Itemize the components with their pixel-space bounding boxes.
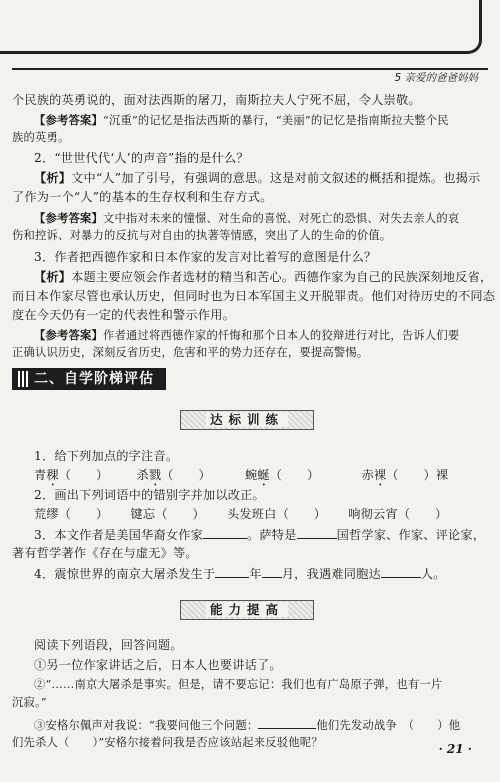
analysis-2-cont: 了作为一个“人”的基本的生存权利和生存方式。: [12, 190, 273, 204]
word-item: 蜿蜒（ ）: [245, 468, 320, 482]
subsection-box: [180, 410, 314, 430]
analysis-3-cont: 而日本作家尽管也承认历史，但同时也为日本军国主义开脱罪责。他们对待历史的不同态: [12, 289, 496, 303]
answer-blank[interactable]: [381, 565, 421, 578]
question-3: 3．作者把西德作家和日本作家的发言对比着写的意图是什么？: [34, 250, 377, 264]
answer-tag: 【参考答案】: [34, 113, 103, 127]
chapter-running-head: 5 亲爱的爸爸妈妈: [394, 72, 478, 84]
analysis-2: 【析】文中“人”加了引号，有强调的意思。这是对前文叙述的概括和提炼。也揭示: [34, 171, 481, 185]
subsection-title: 能力提高: [206, 602, 288, 617]
answer-3-cont: 正确认识历史，深刻反省历史，危害和平的势力还存在，要提高警惕。: [12, 346, 369, 359]
answer-paren[interactable]: （ ）: [58, 507, 109, 521]
answer-tag: 【参考答案】: [34, 328, 103, 342]
answer-blank[interactable]: [262, 565, 282, 578]
typo-row: 荒缪（ ） 键忘（ ） 头发班白（ ） 响彻云宵（ ）: [34, 507, 448, 521]
answer-paren[interactable]: （ ）: [58, 468, 109, 482]
paragraph-line: 个民族的英勇说的，面对法西斯的屠刀，南斯拉夫人宁死不屈，令人崇敬。: [12, 93, 421, 107]
answer-paren[interactable]: （ ）: [161, 468, 211, 482]
answer-paren[interactable]: （ ）: [269, 468, 320, 482]
answer-blank[interactable]: [258, 716, 316, 729]
passage-1: ①另一位作家讲话之后，日本人也要讲话了。: [34, 658, 282, 672]
analysis-3: 【析】本题主要应领会作者选材的精当和苦心。西德作家为自己的民族深刻地反省，: [34, 270, 493, 284]
section-banner: [12, 368, 166, 390]
word-item: 赤裸（ ）裸: [361, 468, 449, 482]
answer-paren[interactable]: （ ）: [386, 468, 436, 482]
analysis-tag: 【析】: [34, 270, 72, 284]
answer-paren[interactable]: （ ）: [155, 507, 205, 521]
page-number: · 21 ·: [438, 742, 472, 756]
drill-question-4: 4．震惊世界的南京大屠杀发生于 年 月，我遇难同胞达 人。: [34, 567, 446, 581]
reading-instruction: 阅读下列语段，回答问题。: [34, 638, 183, 652]
word-item: 青稞（ ）: [34, 468, 109, 482]
passage-3: ③安格尔佩声对我说：“我要问他三个问题： 他们先发动战争 （ ）他: [12, 716, 500, 734]
header-frame: [0, 0, 482, 54]
answer-2: 【参考答案】文中指对未来的憧憬、对生命的喜悦、对死亡的恐惧、对失去亲人的哀: [34, 211, 460, 225]
answer-blank[interactable]: [297, 526, 337, 539]
drill-question-1: 1．给下列加点的字注音。: [34, 449, 179, 463]
answer-1: 【参考答案】“沉重”的记忆是指法西斯的暴行，“美丽”的记忆是指南斯拉夫整个民: [34, 113, 449, 127]
passage-3-cont: 们先杀人（ ）”安格尔接着问我是否应该站起来反驳他呢？: [12, 736, 323, 749]
answer-blank[interactable]: [203, 526, 247, 539]
answer-paren[interactable]: （ ）: [276, 507, 327, 521]
analysis-tag: 【析】: [34, 171, 72, 185]
subsection-title: 达标训练: [206, 412, 288, 427]
answer-paren[interactable]: （ ）: [397, 507, 448, 521]
drill-question-2: 2．画出下列词语中的错别字并加以改正。: [34, 488, 265, 502]
answer-blank[interactable]: [215, 565, 249, 578]
word-item: 杀戮（ ）: [136, 468, 211, 482]
pinyin-row: [12, 467, 500, 489]
answer-3: 【参考答案】作者通过将西德作家的忏悔和那个日本人的狡辩进行对比，告诉人们要: [34, 328, 460, 342]
analysis-3-cont: 度在今天仍有一定的代表性和警示作用。: [12, 308, 235, 322]
answer-tag: 【参考答案】: [34, 211, 103, 225]
answer-2-cont: 伤和控诉、对暴力的反抗与对自由的执著等情感，突出了人的生命的价值。: [12, 229, 392, 242]
drill-question-3-cont: 著有哲学著作《存在与虚无》等。: [12, 546, 198, 560]
banner-stripes: [18, 371, 28, 387]
passage-2-cont: 沉寂。”: [12, 696, 47, 709]
passage-2: ②“……南京大屠杀是事实。但是，请不要忘记：我们也有广岛原子弹，也有一片: [34, 678, 443, 691]
subsection-box: [180, 600, 314, 620]
section-title: 二、自学阶梯评估: [34, 371, 154, 387]
question-2: 2．“世世代代‘人’的声音”指的是什么？: [34, 151, 249, 165]
answer-1-cont: 族的英勇。: [12, 131, 70, 144]
drill-question-3: 3．本文作者是美国华裔女作家 。萨特是 国哲学家、作家、评论家，: [34, 528, 486, 542]
